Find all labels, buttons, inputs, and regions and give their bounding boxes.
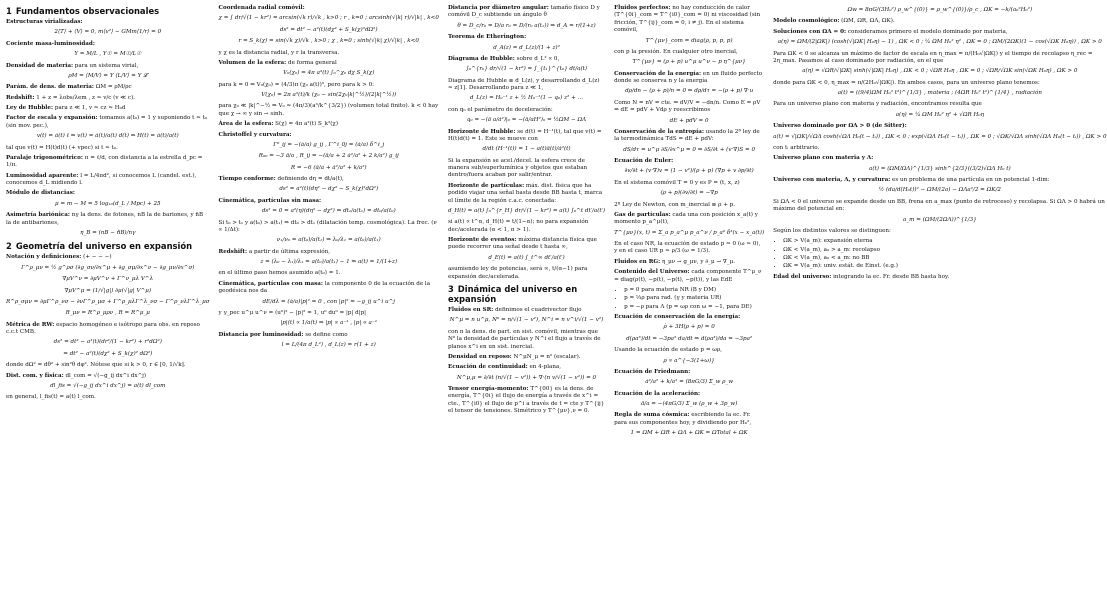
equation: ä/a = −(4πG/3) Σ_w (ρ_w + 3p_w)	[640, 401, 738, 407]
equation: = dt² − a²(t)(dχ² + S_k(χ)² dΩ²)	[63, 350, 153, 357]
entry	[448, 34, 605, 41]
entry-text: máx. dist. física que ha podido viajar una señal hasta desde BB hasta t, marca el límite de la región c.a.c. conectada:	[447, 182, 603, 204]
entry-text: tal que v(t) = H(t)d(t) (+ vpec) si t ≈ t₀.	[6, 144, 118, 151]
entry-text: con q₀ el parámetro de deceleración:	[447, 106, 553, 113]
equation: μ = m − M = 5 log₁₀(d_L / Mpc) + 25	[54, 200, 161, 207]
equation: a(t) = ((9/4)ΩM H₀² t²)^{1/3} , materia ; (4ΩR H₀² t²)^{1/4} , radiación	[837, 90, 1042, 96]
entry	[6, 155, 210, 170]
entry-title: Conservación de la entropía:	[614, 128, 704, 135]
equation: ȧ²/a² + k/a² = (8πG/3) Σ_w ρ_w	[645, 379, 734, 386]
equation: r = S_k(χ) = sin(√k χ)/√k , k>0 ; χ , k=0 ; sinh(√|k| χ)/√|k| , k<0	[238, 38, 419, 45]
entry	[219, 121, 439, 128]
equation: T^{μν}(x, t) = Σ_a p_a^μ p_a^ν / p_a⁰ δ³(x − x_a(t))	[614, 229, 765, 236]
entry-text: dl_com = √(−g_ij dx^i dx^j)	[65, 372, 147, 379]
entry	[773, 123, 1106, 130]
equation: R^ρ_σμν = ∂μΓ^ρ_νσ − ∂νΓ^ρ_μσ + Γ^ρ_μλΓ^λ_νσ − Γ^ρ_νλΓ^λ_μσ	[6, 298, 210, 305]
equation: a(η) = ΩM/(2|ΩK|) (cosh(√|ΩK| H₀η) − 1) , ΩK < 0 ; ¼ ΩM H₀² η² , ΩK = 0 ; ΩM/(2ΩK)(1 − cos(√ΩK H₀η)) , ΩK > 0	[777, 39, 1102, 46]
entry-title: Redshift:	[218, 248, 248, 255]
entry-title: Regla de suma cósmica:	[614, 412, 690, 419]
entry-text: no hay conducción de calor (T^{0i}_com = T^{i0}_com = 0) ni viscosidad (sin fricción, T^{ij}_com = 0, i ≠ j). En el sistema comóvil,	[614, 5, 761, 34]
entry-title: Christoffel y curvatura:	[218, 131, 292, 138]
entry-text: máxima distancia física que puede recorrer una señal desde t hasta ∞,	[447, 237, 597, 251]
entry-text: Usando la ecuación de estado p = ωρ,	[614, 347, 722, 354]
entry-title: Distancia por diámetro angular:	[447, 5, 549, 11]
entry	[448, 56, 605, 63]
entry-text: (ΩM, ΩR, ΩΛ, ΩK).	[841, 18, 895, 25]
equation: N^μ,μ = ∂/∂t (n/√(1 − v²)) + ∇·(n v/√(1 − v²)) = 0	[456, 374, 597, 381]
entry-text: En el sistema comóvil T = 0 y es P = (t, x, z)	[614, 179, 740, 186]
entry-text: si a(t) ∝ t^α, d_H(t) = t/(1−α); no para expansión dec/acelerada (α < 1, α > 1).	[447, 219, 589, 233]
entry-title: Ley de Hubble:	[6, 105, 54, 112]
entry-text: Si ΩΛ < 0 el universo se expande desde un BB, frena en a_max (punto de retroceso) y recolapsa. Si ΩΛ > 0 habrá un máximo del potencial en:	[773, 198, 1105, 213]
entry	[6, 63, 210, 70]
bullet-item: • ΩK < V(a_m), a₀ > a_m: recolapso	[783, 247, 1106, 254]
section-title: Geometría del universo en expansión	[15, 241, 193, 252]
column-2	[219, 5, 439, 594]
equation: η_B = (nB − n̄B)/nγ	[80, 229, 136, 236]
entry	[448, 386, 605, 416]
equation: ds² = dt² − a²(t)(dχ² + S_k(χ)²dΩ²)	[279, 26, 378, 33]
entry	[773, 51, 1106, 66]
entry	[6, 105, 210, 112]
entry-title: Fluidos perfectos:	[614, 5, 671, 11]
equation: V₀(χ₀) = 4π a³(t) ∫₀^χ₀ dχ S_k(χ)	[283, 70, 375, 77]
entry	[6, 173, 210, 188]
entry-text: donde para ΩK < 0, η_max = π/(2H₀√|ΩK|). En ambos casos, para un universo plano tenemos:	[773, 79, 1040, 86]
entry	[773, 101, 1106, 108]
entry	[219, 310, 439, 317]
entry-text: y γ_pec u^μ u^ν = (u⁰)² − |p|² = 1, u⁰ du⁰ = |p| d|p|	[218, 309, 367, 316]
section-number: 1	[6, 6, 12, 16]
equation: a(t) = √|ΩK|/√ΩΛ cosh(√ΩΛ H₀(t − tᵢ)) , ΩK < 0 ; exp(√ΩΛ H₀(t − tᵢ)) , ΩK = 0 ; √ΩK/√ΩΛ sinh(√ΩΛ H₀(t − tᵢ)) , ΩK > 0	[773, 133, 1107, 140]
equation: a(η) = ¼ ΩM H₀² η² + √ΩR H₀η	[895, 111, 984, 118]
entry-text: integrando la ec. Fr. desde BB hasta hoy.	[833, 273, 950, 280]
entry-title: Contenido del Universo:	[614, 269, 690, 276]
bullet-item: • ΩK = V(a_m): univ. estát. de Einst. (e.g.)	[783, 263, 1106, 270]
equation: dl_fis = √(−g_ij dx^i dx^j) = a(t) dl_com	[50, 382, 166, 389]
entry-text: (+ − − −)	[83, 254, 112, 261]
equation: z = (λ₀ − λ₁)/λ₁ = a(t₀)/a(t₁) − 1 ⇒ a(t) = 1/(1+z)	[260, 259, 398, 265]
entry-title: Tiempo conforme:	[218, 176, 276, 182]
section-title: Dinámica del universo en expansión	[447, 283, 578, 304]
equation: v(t) = ȧ(t) ℓ ⇒ v(t) = ȧ(t)/a(t) d(t) ⇒ H(t) = ȧ(t)/a(t)	[36, 133, 179, 140]
entry-title: Soluciones con ΩΛ = 0:	[773, 28, 847, 35]
entry	[773, 199, 1106, 214]
entry	[6, 373, 210, 380]
entry	[448, 78, 605, 93]
entry	[6, 322, 210, 337]
entry-text: escribiendo la ec. Fr. para sus componentes hoy, y dividiendo por H₀²,	[614, 412, 752, 426]
entry-title: Tensor energía-momento:	[447, 386, 529, 393]
entry-text: Para ΩK < 0 se alcanza un máximo de factor de escala en η_max = π/(H₀√|ΩK|) y el tiempo de recolapso η_rec = 2η_max. Pasamos al caso dominado por radiación, en el que	[773, 50, 1093, 64]
column-1	[6, 5, 210, 594]
entry-title: Universo con materia, Λ, y curvatura:	[773, 177, 891, 183]
entry-text: para z ≪ 1, v ≈ cz ≈ H₀d	[54, 105, 126, 112]
entry	[614, 347, 764, 354]
column-3	[448, 5, 605, 594]
entry-title: Área de la esfera:	[218, 121, 274, 128]
equation: Γ⁰_ij = −(ȧ/a) g_ij , Γ^i_0j = (ȧ/a) δ^i_j	[273, 141, 385, 148]
equation: T^{μν}_com = diag(ρ, p, p, p)	[645, 37, 733, 44]
entry-text: cada una con posición x_a(t) y momento p_a^μ(t),	[614, 211, 758, 226]
entry-text: definiendo dη = dt/a(t),	[277, 176, 344, 182]
entry-text: se define como	[305, 331, 348, 338]
equation: ρM = ⟨M/V⟩ = Υ ⟨L/V⟩ = Υ 𝓛	[68, 72, 148, 79]
entry-text: para un sistema virial,	[74, 62, 139, 69]
columns	[6, 5, 1107, 594]
entry-title: Métrica de RW:	[6, 321, 55, 328]
entry	[448, 5, 605, 20]
entry-title: Cociente masa-luminosidad:	[6, 40, 95, 47]
entry	[219, 220, 439, 235]
entry	[219, 176, 439, 183]
entry-text: en 4-plana,	[529, 364, 562, 371]
entry	[6, 190, 210, 197]
entry-title: Ecuación de conservación de la energía:	[614, 314, 741, 320]
equation: ρ̇ + 3H(ρ + p) = 0	[663, 324, 715, 331]
bullet-item: • p = ⅓ρ para rad. (γ y materia UR)	[624, 295, 764, 302]
entry	[6, 145, 210, 152]
entry-title: Ecuación de Euler:	[614, 158, 674, 164]
entry	[6, 19, 210, 26]
entry	[614, 202, 764, 209]
equation: Γ^ρ_μν = ½ g^ρσ (∂g_σν/∂x^μ + ∂g_σμ/∂x^ν − ∂g_μν/∂x^σ)	[21, 264, 195, 271]
equation: d_L(z) = H₀⁻¹ z + ½ H₀⁻¹(1 − q₀) z² + …	[469, 95, 584, 102]
entry	[219, 60, 439, 67]
entry-title: Universo plano con materia y Λ:	[773, 155, 874, 162]
entry-text: la componente 0 de la ecuación de la geodésica nos da	[218, 280, 431, 295]
equation: d_A(z) = d_L(z)/(1 + z)²	[493, 44, 560, 51]
entry	[448, 354, 605, 361]
entry-title: Módulo de distancias:	[6, 190, 75, 197]
entry	[773, 228, 1106, 235]
entry	[448, 158, 605, 180]
entry-title: Dist. com. y física:	[6, 372, 64, 379]
entry-title: Luminosidad aparente:	[6, 172, 79, 179]
entry-title: Parám. de dens. de materia:	[6, 84, 94, 91]
entry	[614, 100, 764, 115]
entry	[219, 198, 439, 205]
entry	[614, 71, 764, 86]
entry-text: asumiendo ley de potencias, será ∞, t/(α−1) para expansión dec/acelerada.	[447, 266, 588, 280]
entry-text: S(χ) = 4π a²(t) S_k²(χ)	[275, 121, 338, 128]
entry-title: Horizonte de eventos:	[447, 237, 517, 243]
entry	[6, 95, 210, 102]
entry-text: Si la expansión se acel./decel. la esfera crece de manera sub/superlumínica y objetos que estaban dentro/fuera acaban por salir/entrar.	[447, 157, 588, 179]
equation: |p|(t) ∝ 1/a(t) ⇒ |p| ∝ a⁻¹ , |p| ∝ a⁻¹	[280, 320, 378, 327]
entry-title: Fluidos en RG:	[614, 258, 661, 265]
equation: dS/dτ = u^μ ∂S/∂x^μ = 0 ⇒ ∂S/∂t + (v·∇)S = 0	[623, 146, 756, 153]
entry-title: Modelo cosmológico:	[773, 18, 840, 25]
equation: R₀₀ = −3 ä/a , R_ij = −(ä/a + 2 ȧ²/a² + 2 k/a²) g_ij	[258, 153, 399, 160]
section-number: 2	[6, 241, 12, 252]
entry	[614, 269, 764, 284]
entry-title: Coordenada radial comóvil:	[218, 5, 305, 11]
equation: d/dt (H⁻¹(t)) = 1 − a(t)ä(t)/ȧ²(t)	[482, 146, 571, 153]
equation: ∫₀^{r₀} dr/√(1 − kr²) = ∫_{t₁}^{t₀} dt/a(t)	[465, 66, 588, 73]
entry	[6, 362, 210, 369]
bullet-item: • ΩK > V(a_m): expansión eterna	[783, 238, 1106, 245]
entry	[219, 132, 439, 139]
entry	[614, 49, 764, 56]
entry-title: Volumen de la esfera:	[218, 59, 287, 66]
entry-text: con n la dens. de part. en sist. comóvil, mientras que N⁰ la densidad de partículas y N^i el flujo a través de planos x^i en un sist. inercial.	[447, 328, 601, 350]
entry	[6, 212, 210, 227]
entry	[773, 29, 1106, 36]
entry-title: Paralaje trigonométrico:	[6, 154, 83, 161]
entry-title: Ecuación de Friedmann:	[614, 368, 691, 375]
entry	[614, 5, 764, 35]
equation: d_E(t) = a(t) ∫_t^∞ dt′/a(t′)	[488, 254, 565, 261]
equation: ds² = dt² − a²(t)(dr²/(1 − kr²) + r²dΩ²)	[53, 339, 162, 346]
entry-text: con p la presión. En cualquier otro inercial,	[614, 48, 738, 55]
entry-title: Estructuras virializadas:	[6, 19, 83, 26]
entry-text: se d(t) = H⁻¹(t), tal que v(t) = H(t)d(t) = 1. Este se mueve con	[447, 128, 602, 142]
entry-text: sobre d_L² ∝ 0,	[516, 55, 560, 62]
entry	[773, 145, 1106, 152]
entry-text: ΩM = ρM/ρc	[95, 84, 132, 91]
entry-text: tamaño físico D y comóvil D_c subtiende un ángulo θ	[447, 5, 600, 19]
equation: dE + pdV = 0	[669, 117, 709, 124]
entry-text: T^{00} es la dens. de energía, T^{0i} el flujo de energía a través de x^i = cte., T^{i0} el flujo de p^i a través de t = cte y T^{ij} el tensor de tensiones. Simétrico y T^{μν},ν = 0.	[447, 386, 605, 415]
entry-text: Diagrama de Hubble ≡ d_L(z), y desarrollando d_L(z) ≃ z[1]. Desarrollando para z ≪ 1,	[447, 77, 600, 91]
equation: ds² = a²(t)(dη² − dχ² − S_k(χ)²dΩ²)	[279, 186, 379, 193]
entry	[219, 5, 439, 12]
bullet-list	[624, 287, 764, 311]
entry-text: tomamos a(t₀) = 1 y suponiendo t ≈ t₀ (sin mov. pec.),	[6, 115, 208, 129]
entry	[614, 129, 764, 144]
entry-title: Fluidos en SR:	[447, 307, 494, 314]
equation: l = L/(4π d_L²) , d_L(z) = r(1 + z)	[281, 342, 376, 348]
entry	[614, 369, 764, 376]
entry-text: es un problema de una partícula en un potencial 1-dim:	[892, 177, 1050, 183]
entry	[614, 314, 764, 321]
entry-title: Ecuación de la aceleración:	[614, 390, 701, 397]
equation: V(χ₀) = 2π a³(t)/k (χ₀ − sin(2χ₀|k|^½)/(2|k|^½))	[261, 92, 397, 98]
equation: χ = ∫ dr/√(1 − kr²) = arcsin(√k r)/√k , k>0 ; r , k=0 ; arcsinh(√|k| r)/√|k| , k<0	[218, 15, 439, 22]
bullet-list	[783, 238, 1106, 271]
entry-title: Asimetría bariónica:	[6, 212, 70, 219]
equation: R_μν = R^ρ_μρν , R = R^μ_μ	[65, 310, 150, 317]
section-heading	[6, 241, 210, 251]
entry-title: Distancia por luminosidad:	[218, 331, 304, 338]
entry-text: en general, l_fis(t) = a(t) l_com.	[6, 394, 96, 401]
section-heading	[448, 284, 605, 304]
entry-title: Horizonte de partículas:	[447, 182, 525, 189]
entry-title: Ecuación de continuidad:	[447, 364, 528, 371]
entry	[773, 155, 1106, 162]
entry	[448, 237, 605, 252]
entry-text: espacio homogéneo e isótropo para obs. en reposo c.c.t CMB.	[6, 321, 200, 336]
entry	[6, 41, 210, 48]
entry-title: Cinemática, partículas sin masa:	[218, 197, 322, 204]
entry-text: a partir de última expresión,	[248, 248, 330, 255]
entry-title: Densidad de materia:	[6, 62, 74, 69]
equation: d_H(t) = a(t) ∫₀^{r_H} dr/√(1 − kr²) = a(t) ∫₀^t dt′/a(t′)	[447, 207, 606, 214]
entry-title: Universo dominado por ΩΛ > 0 (de Sitter):	[773, 123, 907, 130]
equation: ν₁/ν₀ = a(t₀)/a(t₁) ⇒ λ₀/λ₁ = a(t₀)/a(t₁)	[276, 237, 381, 244]
equation: a(t) = (ΩM/ΩΛ)^{1/3} sinh^{2/3}((3/2)√ΩΛ H₀ t)	[869, 165, 1011, 172]
equation: ∇μV^ν = ∂μV^ν + Γ^ν_μλ V^λ	[62, 276, 154, 283]
entry	[773, 18, 1106, 25]
entry	[614, 241, 764, 256]
entry	[614, 391, 764, 398]
entry-text: l = L/4πd², si conocemos L (candel. est.), conocemos d_L midiendo l.	[6, 172, 197, 187]
equation: T^{μν} = (ρ + p) u^μ u^ν − p η^{μν}	[632, 59, 746, 66]
entry-text: consideramos primero el modelo dominado por materia,	[847, 28, 1008, 35]
section-title: Fundamentos observacionales	[15, 6, 160, 16]
entry-text: Para un universo plano con materia y radiación, encontramos resulta que	[773, 101, 982, 108]
section-heading	[6, 6, 210, 16]
column-4	[614, 5, 764, 594]
entry	[219, 50, 439, 57]
entry-title: Redshift:	[6, 94, 35, 101]
equation: ∇μV^μ = (1/√|g|) ∂μ(√|g| V^μ)	[64, 287, 152, 294]
entry-text: en el último paso hemos asumido a(t₀) = 1.	[218, 270, 341, 277]
entry-title: Notación y definiciones:	[6, 254, 82, 261]
entry-text: En el caso NR, la ecuación de estado p ≃ 0 (ω ≃ 0), y en el caso UR p ≃ ρ/3 (ω = 1/3).	[614, 241, 761, 255]
entry-text: nγ la dens. de fotones, nB la de bariones, y n̄B la de antibariones,	[6, 212, 204, 226]
equation: a(η) = √ΩR/√|ΩK| sinh(√|ΩK| H₀η) , ΩK < 0 ; √ΩR H₀η , ΩK = 0 ; √ΩR/√ΩK sin(√ΩK H₀η) , ΩK > 0	[802, 68, 1078, 75]
equation: a_m = (ΩM/(2ΩΛ))^{1/3}	[902, 216, 977, 223]
bullet-item: • ΩK < V(a_m), a₀ < a_m: no BB	[783, 255, 1106, 262]
entry	[448, 364, 605, 371]
entry	[448, 129, 605, 144]
entry	[614, 180, 764, 187]
entry-title: Horizonte de Hubble:	[447, 128, 516, 135]
entry	[219, 281, 439, 296]
entry	[614, 212, 764, 227]
entry	[448, 266, 605, 281]
entry	[773, 80, 1106, 87]
entry	[448, 219, 605, 234]
entry	[614, 259, 764, 266]
entry	[6, 84, 210, 91]
column-5	[773, 5, 1106, 594]
equation: Υ = M/L , Υ☉ = M☉/L☉	[74, 51, 142, 58]
entry	[6, 254, 210, 261]
entry	[219, 82, 439, 89]
entry	[773, 177, 1106, 184]
equation: θ = D_c/r₀ = D/a r₀ = D/(r₀ a(t₁)) ⇒ d_A = r/(1+z)	[457, 22, 596, 29]
equation: dE/dλ = (ȧ/a)|p|² = 0 , con |p|² = −g_ij u^i u^j	[262, 298, 395, 305]
entry	[6, 115, 210, 130]
entry	[219, 103, 439, 118]
entry-title: Diagrama de Hubble:	[447, 55, 515, 62]
entry-text: para k = 0 ⇒ V₀(χ₀) = (4/3)π (χ₀ a(t))³, pero para k > 0:	[218, 81, 375, 88]
entry-title: Cinemática, partículas con masa:	[218, 280, 323, 287]
entry-text: Como N = nV = cte. ⇒ dV/V = −dn/n. Como E = ρV ⇒ dE = pdV + Vdρ y reescribimos	[614, 99, 761, 114]
entry-text: y χ es la distancia radial, y r la transversa.	[218, 49, 340, 56]
entry-text: Si t₀ > t₁ y a(t₀) > a(t₁) ⇒ dt₀ > dt₁ (dilatación temp. cosmológica). La frec. (ν ∝ 1/Δt):	[218, 219, 437, 233]
equation: ds² = 0 = a²(η)(dη² − dχ²) ⇒ dt₁/a(t₁) = dt₀/a(t₀)	[261, 208, 396, 215]
entry	[448, 107, 605, 114]
entry-title: Teorema de Etherington:	[447, 34, 527, 41]
entry-text: N^μN_μ = n² (escalar).	[513, 353, 581, 360]
section-number: 3	[447, 283, 454, 294]
equation: q₀ = −(ä a/ȧ²)|₀ = −(ä/aH²)₀ = ½ΩM − ΩΛ	[466, 117, 587, 124]
entry	[614, 412, 764, 427]
entry	[219, 249, 439, 256]
entry	[448, 329, 605, 351]
entry	[6, 394, 210, 401]
bullet-item: • p = 0 para materia NR (B y DM)	[624, 287, 764, 294]
entry-text: donde dΩ² = dθ² + sin²θ dφ². Nótese que si k > 0, r ∈ [0, 1/√k].	[6, 362, 186, 369]
equation: (ρ + p)(∂v/∂t) = −∇p	[660, 190, 718, 197]
equation: ∂v/∂t + (v·∇)v = (1 − v²)/(ρ + p) (∇p + v ∂p/∂t)	[624, 168, 754, 175]
entry-text: 1 + z = λobs/λem , z ≈ v/c (v ≪ c).	[36, 94, 136, 101]
entry-text: con tᵢ arbitrario.	[773, 144, 820, 151]
entry-text: definimos el cuadrivector flujo	[495, 307, 582, 314]
entry-text: de forma general	[288, 59, 337, 66]
equation: dρ/dn − (ρ + p)/n = 0 ⇒ dρ/dτ = −(ρ + p) ∇·u	[625, 88, 754, 95]
equation: Ωw = 8πG/(3H₀²) ρ_w^{(0)} = ρ_w^{(0)}/ρ_c , ΩK = −k/(a₀²H₀²)	[847, 7, 1033, 13]
equation: d(ρa³)/dt = −3pa² da/dt ⇒ d(ρa³)/da = −3pa²	[626, 335, 753, 342]
equation: R = −6 (ä/a + ȧ²/a² + k/a²)	[290, 164, 367, 171]
entry-text: Según los distintos valores se distinguen:	[773, 227, 891, 234]
entry	[614, 158, 764, 165]
entry	[448, 307, 605, 314]
equation: ½ (da/d(H₀t))² − ΩM/(2a) − ΩΛa²/2 = ΩK/2	[878, 187, 1001, 194]
entry-text: en un fluido perfecto donde se conserva n y la energía	[614, 70, 763, 84]
entry-text: π = ℓ/d, con distancia a la estrella d_pc = 1/π.	[6, 154, 203, 169]
entry	[219, 270, 439, 277]
entry	[448, 183, 605, 205]
equation: 1 = ΩM + ΩR + ΩΛ + ΩK = ΩTotal + ΩK	[630, 430, 748, 437]
equation: ρ ∝ a^{−3(1+ω)}	[663, 357, 715, 364]
bullet-item: • p = −ρ para Λ (p = ωρ con ω = −1, para DE)	[624, 304, 764, 311]
entry-title: Densidad en reposo:	[447, 353, 512, 360]
entry-title: Gas de partículas:	[614, 211, 671, 218]
entry-text: para χ₀ ≪ |k|^−½ ⇒ V₀ ≈ (4π/3)(a³/k^{3/2}) (volumen total finito). k < 0 hay que χ → ∞ y sin → sinh.	[218, 103, 439, 117]
entry-text: 2ª Ley de Newton, con m_inercial ≡ ρ + p.	[614, 201, 736, 208]
entry-text: usando la 2ª ley de la termodinámica TdS = dE + pdV:	[614, 128, 760, 143]
entry-text: η_μν → g_μν, y ∂_μ → ∇_μ.	[661, 258, 735, 265]
entry	[219, 332, 439, 339]
entry	[773, 274, 1106, 281]
equation: 2⟨T⟩ + ⟨V⟩ = 0, m⟨v²⟩ − GMm⟨1/r⟩ = 0	[54, 29, 162, 36]
equation: N^μ = n u^μ, N⁰ = n/√(1 − v²), N^i = n v^i/√(1 − v²)	[449, 317, 604, 324]
entry-title: Conservación de la energía:	[614, 70, 702, 77]
entry-title: Factor de escala y expansión:	[6, 115, 98, 122]
entry-title: Edad del universo:	[773, 273, 832, 280]
entry-text: cada componente T^μ_ν = diag(ρ(t), −p(t), −p(t), −p(t)), y las EdE	[614, 269, 762, 283]
